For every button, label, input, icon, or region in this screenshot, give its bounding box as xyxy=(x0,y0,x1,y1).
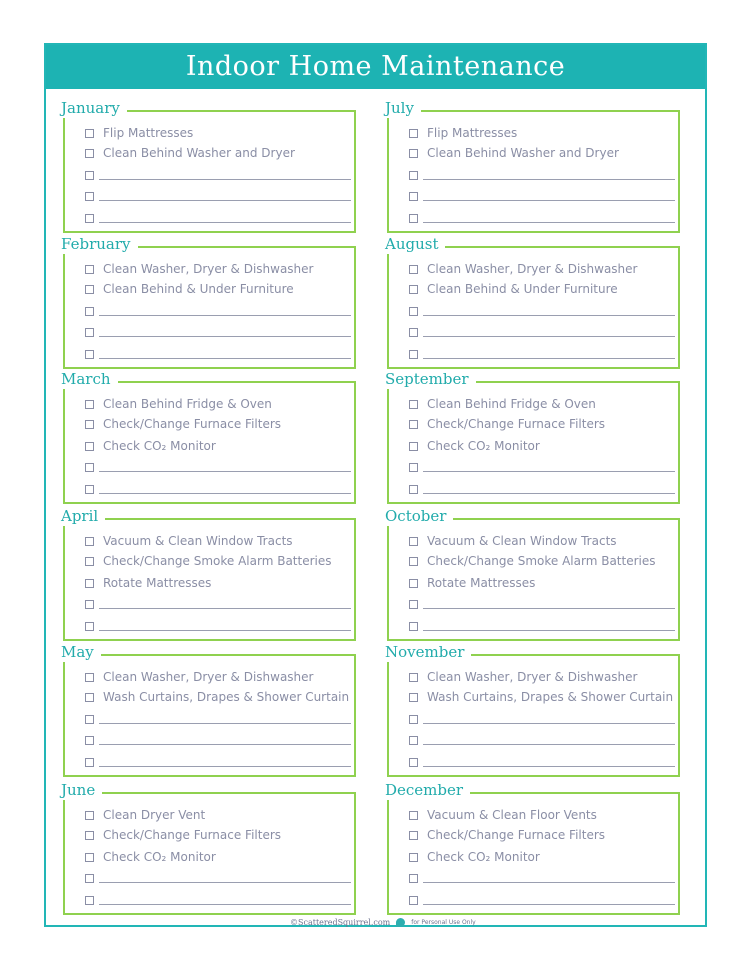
task-label: Rotate Mattresses xyxy=(103,576,212,590)
checkbox-icon[interactable] xyxy=(85,400,94,409)
task-item xyxy=(85,575,211,591)
task-label: Wash Curtains, Drapes & Shower Curtain xyxy=(427,690,674,704)
checkbox-icon[interactable] xyxy=(409,171,418,180)
checkbox-icon[interactable] xyxy=(85,758,94,767)
task-item xyxy=(409,416,605,432)
blank-task-item xyxy=(409,481,675,497)
write-in-line[interactable] xyxy=(99,882,351,883)
month-box-october xyxy=(385,507,680,641)
write-in-line[interactable] xyxy=(423,222,675,223)
footer-note: for Personal Use Only xyxy=(411,918,476,926)
month-box-november xyxy=(385,643,680,777)
blank-task-item xyxy=(85,870,351,886)
blank-task-item xyxy=(85,754,351,770)
month-box-december xyxy=(385,781,680,915)
task-item xyxy=(85,281,294,297)
write-in-line[interactable] xyxy=(423,904,675,905)
checkbox-icon[interactable] xyxy=(85,463,94,472)
task-item xyxy=(85,145,295,161)
checkbox-icon[interactable] xyxy=(409,622,418,631)
task-label: Check/Change Furnace Filters xyxy=(427,417,606,431)
blank-task-item xyxy=(409,754,675,770)
month-name: January xyxy=(59,98,127,118)
checkbox-icon[interactable] xyxy=(85,622,94,631)
task-item xyxy=(85,689,349,705)
checkbox-icon[interactable] xyxy=(85,693,94,702)
task-label: Clean Behind Washer and Dryer xyxy=(427,146,619,160)
checkbox-icon[interactable] xyxy=(409,811,418,820)
blank-task-item xyxy=(409,732,675,748)
month-box-february xyxy=(61,235,356,369)
task-item xyxy=(85,396,272,412)
checkbox-icon[interactable] xyxy=(409,400,418,409)
blank-task-item xyxy=(409,596,675,612)
checkbox-icon[interactable] xyxy=(409,673,418,682)
checkbox-icon[interactable] xyxy=(409,758,418,767)
month-name: November xyxy=(383,642,471,662)
month-name: February xyxy=(59,234,138,254)
checkbox-icon[interactable] xyxy=(85,485,94,494)
task-label: Check CO₂ Monitor xyxy=(103,439,216,453)
task-item xyxy=(409,827,605,843)
write-in-line[interactable] xyxy=(423,608,675,609)
task-label: Clean Behind & Under Furniture xyxy=(103,282,294,296)
checkbox-icon[interactable] xyxy=(409,285,418,294)
checkbox-icon[interactable] xyxy=(85,350,94,359)
checkbox-icon[interactable] xyxy=(85,214,94,223)
footer xyxy=(290,915,550,929)
blank-task-item xyxy=(85,481,351,497)
blank-task-item xyxy=(85,892,351,908)
task-item xyxy=(409,553,656,569)
task-item xyxy=(85,125,193,141)
task-item xyxy=(409,689,673,705)
blank-task-item xyxy=(409,167,675,183)
task-label: Clean Washer, Dryer & Dishwasher xyxy=(103,262,314,276)
write-in-line[interactable] xyxy=(99,630,351,631)
task-item xyxy=(409,125,517,141)
checkbox-icon[interactable] xyxy=(85,328,94,337)
write-in-line[interactable] xyxy=(423,744,675,745)
task-item xyxy=(85,669,313,685)
task-item xyxy=(85,807,205,823)
month-box-april xyxy=(61,507,356,641)
month-name: October xyxy=(383,506,453,526)
task-label: Wash Curtains, Drapes & Shower Curtain xyxy=(103,690,350,704)
checkbox-icon[interactable] xyxy=(85,265,94,274)
task-label: Check/Change Furnace Filters xyxy=(427,828,606,842)
blank-task-item xyxy=(409,210,675,226)
task-label: Vacuum & Clean Floor Vents xyxy=(427,808,597,822)
blank-task-item xyxy=(85,167,351,183)
task-label: Clean Behind Fridge & Oven xyxy=(427,397,596,411)
blank-task-item xyxy=(85,324,351,340)
checkbox-icon[interactable] xyxy=(85,736,94,745)
checkbox-icon[interactable] xyxy=(85,420,94,429)
month-box-may xyxy=(61,643,356,777)
checkbox-icon[interactable] xyxy=(85,557,94,566)
checkbox-icon[interactable] xyxy=(409,485,418,494)
write-in-line[interactable] xyxy=(99,222,351,223)
checkbox-icon[interactable] xyxy=(409,736,418,745)
month-name: May xyxy=(59,642,101,662)
task-label: Clean Behind Fridge & Oven xyxy=(103,397,272,411)
task-item xyxy=(409,807,597,823)
checkbox-icon[interactable] xyxy=(85,715,94,724)
month-name: September xyxy=(383,369,476,389)
month-box-january xyxy=(61,99,356,233)
write-in-line[interactable] xyxy=(423,723,675,724)
checkbox-icon[interactable] xyxy=(409,537,418,546)
blank-task-item xyxy=(409,870,675,886)
task-item xyxy=(409,438,540,454)
task-label: Check/Change Furnace Filters xyxy=(103,828,282,842)
blank-task-item xyxy=(409,188,675,204)
month-box-september xyxy=(385,370,680,504)
checkbox-icon[interactable] xyxy=(85,285,94,294)
task-item xyxy=(409,575,535,591)
task-item xyxy=(85,533,293,549)
month-name: August xyxy=(383,234,445,254)
write-in-line[interactable] xyxy=(99,179,351,180)
task-item xyxy=(85,416,281,432)
month-name: July xyxy=(383,98,421,118)
write-in-line[interactable] xyxy=(99,744,351,745)
task-label: Rotate Mattresses xyxy=(427,576,536,590)
task-label: Clean Dryer Vent xyxy=(103,808,206,822)
checkbox-icon[interactable] xyxy=(409,874,418,883)
checkbox-icon[interactable] xyxy=(409,129,418,138)
month-name: December xyxy=(383,780,470,800)
month-name: June xyxy=(59,780,102,800)
footer-site: ©ScatteredSquirrel.com xyxy=(290,917,391,927)
write-in-line[interactable] xyxy=(99,200,351,201)
write-in-line[interactable] xyxy=(423,766,675,767)
task-label: Clean Washer, Dryer & Dishwasher xyxy=(427,262,638,276)
checkbox-icon[interactable] xyxy=(409,557,418,566)
checkbox-icon[interactable] xyxy=(409,896,418,905)
blank-task-item xyxy=(409,324,675,340)
checkbox-icon[interactable] xyxy=(85,874,94,883)
task-item xyxy=(409,396,596,412)
checkbox-icon[interactable] xyxy=(409,420,418,429)
checkbox-icon[interactable] xyxy=(85,307,94,316)
task-label: Check CO₂ Monitor xyxy=(103,850,216,864)
checkbox-icon[interactable] xyxy=(409,192,418,201)
task-label: Vacuum & Clean Window Tracts xyxy=(103,534,293,548)
write-in-line[interactable] xyxy=(423,336,675,337)
task-label: Check/Change Smoke Alarm Batteries xyxy=(103,554,332,568)
blank-task-item xyxy=(85,188,351,204)
checkbox-icon[interactable] xyxy=(85,442,94,451)
month-box-july xyxy=(385,99,680,233)
month-name: March xyxy=(59,369,118,389)
write-in-line[interactable] xyxy=(423,493,675,494)
write-in-line[interactable] xyxy=(423,882,675,883)
task-item xyxy=(85,438,216,454)
task-label: Flip Mattresses xyxy=(427,126,518,140)
checkbox-icon[interactable] xyxy=(409,307,418,316)
write-in-line[interactable] xyxy=(99,493,351,494)
blank-task-item xyxy=(85,732,351,748)
checkbox-icon[interactable] xyxy=(409,693,418,702)
write-in-line[interactable] xyxy=(99,315,351,316)
checkbox-icon[interactable] xyxy=(85,192,94,201)
checkbox-icon[interactable] xyxy=(409,715,418,724)
checkbox-icon[interactable] xyxy=(85,896,94,905)
task-item xyxy=(409,849,540,865)
checkbox-icon[interactable] xyxy=(409,442,418,451)
maintenance-sheet xyxy=(44,43,707,927)
task-item xyxy=(85,827,281,843)
task-item xyxy=(85,261,313,277)
month-box-june xyxy=(61,781,356,915)
blank-task-item xyxy=(85,210,351,226)
checkbox-icon[interactable] xyxy=(85,673,94,682)
write-in-line[interactable] xyxy=(423,200,675,201)
write-in-line[interactable] xyxy=(99,904,351,905)
write-in-line[interactable] xyxy=(423,315,675,316)
checkbox-icon[interactable] xyxy=(85,811,94,820)
blank-task-item xyxy=(85,596,351,612)
blank-task-item xyxy=(85,711,351,727)
checkbox-icon[interactable] xyxy=(409,579,418,588)
checkbox-icon[interactable] xyxy=(409,328,418,337)
month-box-august xyxy=(385,235,680,369)
checkbox-icon[interactable] xyxy=(85,853,94,862)
task-label: Flip Mattresses xyxy=(103,126,194,140)
checkbox-icon[interactable] xyxy=(409,831,418,840)
task-label: Vacuum & Clean Window Tracts xyxy=(427,534,617,548)
task-item xyxy=(85,849,216,865)
checkbox-icon[interactable] xyxy=(85,537,94,546)
write-in-line[interactable] xyxy=(423,471,675,472)
month-name: April xyxy=(59,506,105,526)
blank-task-item xyxy=(85,346,351,362)
task-label: Clean Washer, Dryer & Dishwasher xyxy=(103,670,314,684)
write-in-line[interactable] xyxy=(423,179,675,180)
task-item xyxy=(409,669,637,685)
task-item xyxy=(409,261,637,277)
checkbox-icon[interactable] xyxy=(85,149,94,158)
checkbox-icon[interactable] xyxy=(85,171,94,180)
blank-task-item xyxy=(409,618,675,634)
write-in-line[interactable] xyxy=(99,766,351,767)
task-label: Check/Change Furnace Filters xyxy=(103,417,282,431)
write-in-line[interactable] xyxy=(423,630,675,631)
write-in-line[interactable] xyxy=(99,608,351,609)
write-in-line[interactable] xyxy=(99,336,351,337)
task-label: Clean Washer, Dryer & Dishwasher xyxy=(427,670,638,684)
checkbox-icon[interactable] xyxy=(409,149,418,158)
blank-task-item xyxy=(409,892,675,908)
checkbox-icon[interactable] xyxy=(409,853,418,862)
checkbox-icon[interactable] xyxy=(409,463,418,472)
checkbox-icon[interactable] xyxy=(85,129,94,138)
blank-task-item xyxy=(409,346,675,362)
checkbox-icon[interactable] xyxy=(85,831,94,840)
blank-task-item xyxy=(85,618,351,634)
task-item xyxy=(409,533,617,549)
task-label: Clean Behind Washer and Dryer xyxy=(103,146,295,160)
blank-task-item xyxy=(85,459,351,475)
blank-task-item xyxy=(85,303,351,319)
task-item xyxy=(85,553,332,569)
blank-task-item xyxy=(409,459,675,475)
checkbox-icon[interactable] xyxy=(409,350,418,359)
page-title: Indoor Home Maintenance xyxy=(46,45,705,89)
write-in-line[interactable] xyxy=(99,723,351,724)
write-in-line[interactable] xyxy=(423,358,675,359)
month-box-march xyxy=(61,370,356,504)
checkbox-icon[interactable] xyxy=(85,579,94,588)
task-label: Check CO₂ Monitor xyxy=(427,850,540,864)
squirrel-icon xyxy=(396,918,405,927)
task-label: Check/Change Smoke Alarm Batteries xyxy=(427,554,656,568)
blank-task-item xyxy=(409,711,675,727)
write-in-line[interactable] xyxy=(99,358,351,359)
write-in-line[interactable] xyxy=(99,471,351,472)
task-label: Check CO₂ Monitor xyxy=(427,439,540,453)
checkbox-icon[interactable] xyxy=(409,265,418,274)
checkbox-icon[interactable] xyxy=(85,600,94,609)
checkbox-icon[interactable] xyxy=(409,600,418,609)
task-item xyxy=(409,281,618,297)
task-item xyxy=(409,145,619,161)
blank-task-item xyxy=(409,303,675,319)
task-label: Clean Behind & Under Furniture xyxy=(427,282,618,296)
checkbox-icon[interactable] xyxy=(409,214,418,223)
